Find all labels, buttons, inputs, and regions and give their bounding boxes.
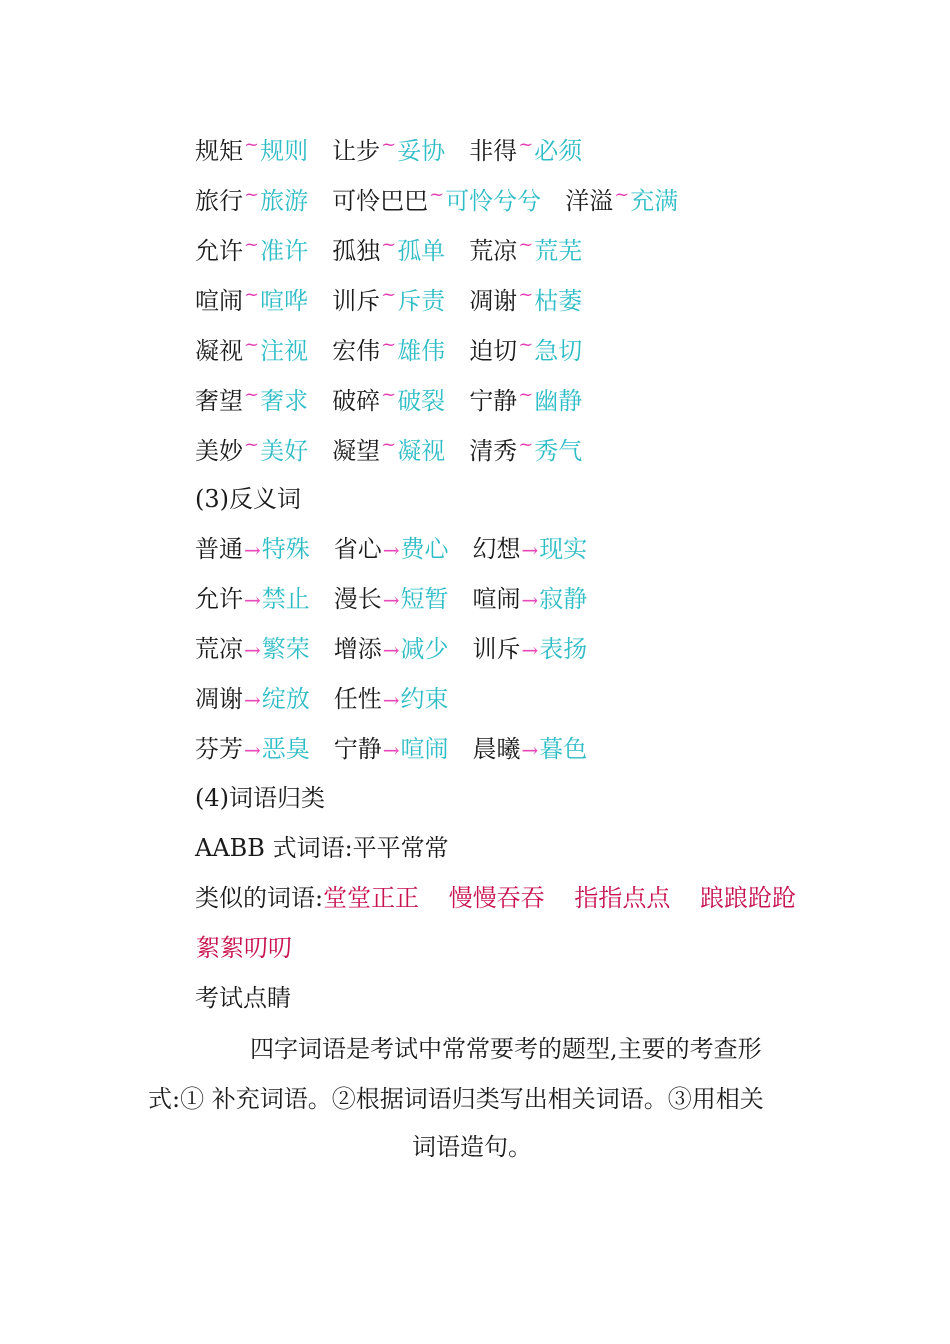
word: 凋谢 [469,287,518,315]
arrow-icon: → [382,538,400,562]
word-pair [334,682,449,717]
word: 凝望 [332,437,381,465]
word-pair [469,384,582,421]
arrow-icon: → [382,738,400,762]
exam-paragraph: 式:① 补充词语。②根据词语归类写出相关词语。③用相关 [148,1085,764,1113]
similar-word: 絮絮叨叨 [196,934,292,962]
word: 荒凉 [469,237,518,265]
word: 迫切 [469,337,518,365]
antonym-heading: (3)反义词 [195,485,301,513]
word: 奢望 [195,387,243,415]
word-pair [334,582,449,617]
word-pair [334,732,449,767]
aabb-line: AABB 式词语:平平常常 [195,834,449,862]
arrow-icon: → [244,588,261,612]
word-pair [195,284,308,321]
answer-word: 幽静 [534,387,583,415]
answer-word: 急切 [534,337,583,365]
tilde-mark: ~ [381,234,397,255]
word: 允许 [195,585,243,613]
word: 规矩 [195,137,243,165]
answer-word: 秀气 [534,437,583,465]
word-pair [565,184,678,221]
word: 可怜巴巴 [332,187,429,215]
word: 凋谢 [195,685,243,713]
word-pair-row [195,682,449,716]
answer-word: 枯萎 [534,287,583,315]
word-pair [469,334,582,371]
word: 芬芳 [195,735,243,763]
word-pair [195,632,310,667]
word-pair [332,134,445,171]
word-pair-row [195,184,678,218]
arrow-icon: → [521,588,539,612]
word-pair [473,582,588,617]
word-pair-row [195,384,582,418]
tilde-mark: ~ [518,234,534,255]
answer-word: 特殊 [261,535,310,563]
answer-word: 喧闹 [400,735,449,763]
word: 破碎 [332,387,381,415]
word-pair [332,234,445,271]
answer-word: 充满 [630,187,679,215]
word: 旅行 [195,187,243,215]
tilde-mark: ~ [381,334,397,355]
word-pair [332,284,445,321]
word: 普通 [195,535,243,563]
word-pair [195,384,308,421]
word-pair [195,732,310,767]
word-pair [473,632,588,667]
answer-word: 恶臭 [261,735,310,763]
word: 美妙 [195,437,243,465]
answer-word: 短暂 [400,585,449,613]
word: 宁静 [469,387,518,415]
word-pair-row [195,434,582,468]
word: 允许 [195,237,243,265]
similar-word: 慢慢吞吞 [448,884,545,912]
word-pair [195,434,308,471]
word-pair [195,234,308,271]
word-pair [332,184,541,221]
word-pair-row [195,234,582,268]
word-pair-row [195,582,587,616]
answer-word: 约束 [400,685,449,713]
tilde-mark: ~ [244,234,260,255]
tilde-mark: ~ [381,384,397,405]
similar-word: 踉踉跄跄 [700,884,797,912]
arrow-icon: → [382,688,400,712]
word: 宏伟 [332,337,381,365]
word: 荒凉 [195,635,243,663]
tilde-mark: ~ [244,134,260,155]
answer-word: 奢求 [260,387,309,415]
word-pair [195,582,310,617]
similar-label: 类似的词语: [195,884,324,912]
tilde-mark: ~ [614,184,630,205]
word: 宁静 [333,735,382,763]
answer-word: 减少 [400,635,449,663]
tilde-mark: ~ [381,134,397,155]
word-pair [334,632,449,667]
word-pair-row [195,732,587,766]
word: 增添 [333,635,382,663]
arrow-icon: → [521,538,539,562]
answer-word: 表扬 [539,635,588,663]
word-pair [469,434,582,471]
tilde-mark: ~ [518,334,534,355]
answer-word: 破裂 [397,387,446,415]
word-pair [469,284,582,321]
arrow-icon: → [244,688,261,712]
word: 任性 [333,685,382,713]
word-pair [469,234,582,271]
word-pair [195,532,310,567]
arrow-icon: → [382,638,400,662]
word: 喧闹 [472,585,521,613]
tilde-mark: ~ [244,284,260,305]
arrow-icon: → [244,638,261,662]
word-pair [334,532,449,567]
similar-word: 指指点点 [574,884,671,912]
exam-paragraph: 四字词语是考试中常常要考的题型,主要的考查形 [250,1035,762,1063]
answer-word: 旅游 [260,187,309,215]
word-pair [195,134,308,171]
answer-word: 妥协 [397,137,446,165]
classify-heading: (4)词语归类 [195,784,325,812]
word: 凝视 [195,337,243,365]
answer-word: 禁止 [261,585,310,613]
answer-word: 暮色 [539,735,588,763]
tilde-mark: ~ [244,384,260,405]
word-pair [332,434,445,471]
tilde-mark: ~ [518,284,534,305]
word: 清秀 [469,437,518,465]
answer-word: 可怜兮兮 [445,187,542,215]
word: 训斥 [472,635,521,663]
word-pair [332,384,445,421]
exam-heading: 考试点睛 [195,984,291,1012]
word-pair [332,334,445,371]
word: 晨曦 [472,735,521,763]
tilde-mark: ~ [244,184,260,205]
word: 孤独 [332,237,381,265]
answer-word: 荒芜 [534,237,583,265]
exam-paragraph: 词语造句。 [412,1133,532,1161]
word: 喧闹 [195,287,243,315]
answer-word: 凝视 [397,437,446,465]
answer-word: 喧哗 [260,287,309,315]
tilde-mark: ~ [518,134,534,155]
word-pair [195,184,308,221]
arrow-icon: → [521,738,539,762]
word-pair-row [195,632,587,666]
similar-words-line [195,881,796,915]
word-pair-row [195,284,582,318]
answer-word: 规则 [260,137,309,165]
answer-word: 费心 [400,535,449,563]
word-pair [195,682,310,717]
word: 训斥 [332,287,381,315]
word-pair [469,134,582,171]
tilde-mark: ~ [244,334,260,355]
tilde-mark: ~ [518,434,534,455]
word: 非得 [469,137,518,165]
tilde-mark: ~ [244,434,260,455]
tilde-mark: ~ [429,184,445,205]
word: 让步 [332,137,381,165]
answer-word: 准许 [260,237,309,265]
answer-word: 美好 [260,437,309,465]
word: 幻想 [472,535,521,563]
answer-word: 孤单 [397,237,446,265]
word-pair [473,732,588,767]
answer-word: 斥责 [397,287,446,315]
answer-word: 繁荣 [261,635,310,663]
word: 洋溢 [565,187,614,215]
word-pair-row [195,334,582,368]
tilde-mark: ~ [518,384,534,405]
word-pair-row [195,532,587,566]
tilde-mark: ~ [381,284,397,305]
answer-word: 绽放 [261,685,310,713]
word-pair-row [195,134,582,168]
answer-word: 现实 [539,535,588,563]
similar-words-line [145,931,292,965]
word-pair [195,334,308,371]
arrow-icon: → [244,738,261,762]
tilde-mark: ~ [381,434,397,455]
word-pair [473,532,588,567]
arrow-icon: → [382,588,400,612]
word: 省心 [333,535,382,563]
word: 漫长 [333,585,382,613]
arrow-icon: → [244,538,261,562]
answer-word: 必须 [534,137,583,165]
answer-word: 注视 [260,337,309,365]
answer-word: 寂静 [539,585,588,613]
similar-word: 堂堂正正 [323,884,420,912]
answer-word: 雄伟 [397,337,446,365]
arrow-icon: → [521,638,539,662]
